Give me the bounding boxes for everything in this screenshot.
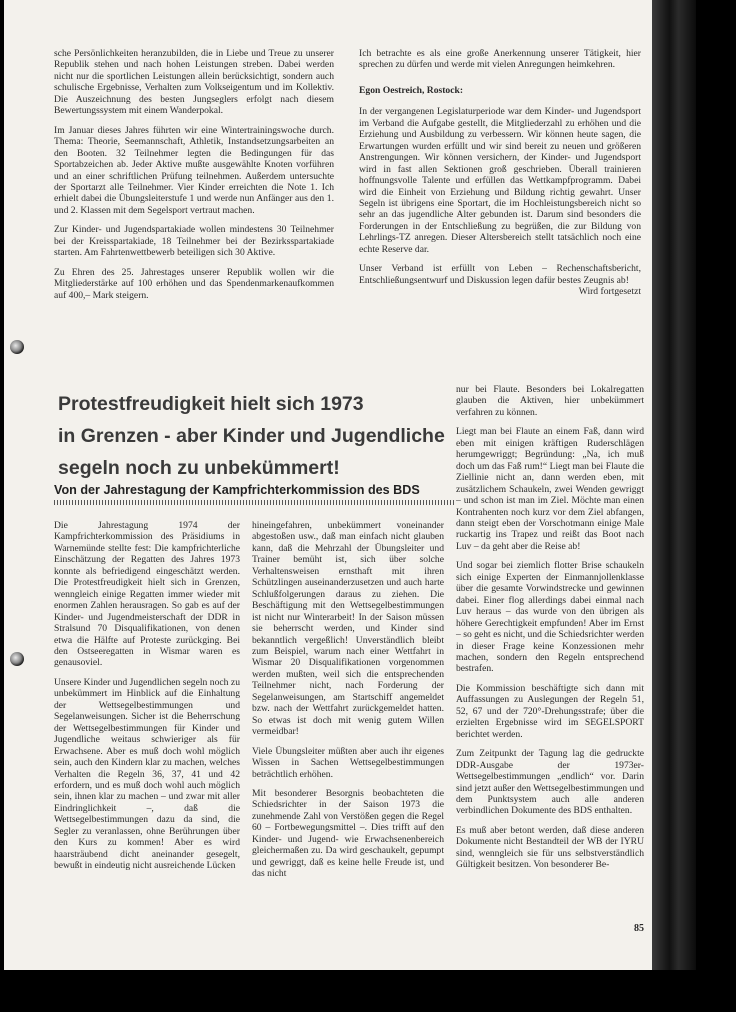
headline-line: segeln noch zu unbekümmert!	[58, 457, 340, 479]
binder-ring-icon	[10, 652, 24, 666]
paragraph: Zum Zeitpunkt der Tagung lag die gedruckte DDR-Ausgabe der 1973er-Wettsegelbestimmungen „endlich“ vor. Darin sind jetzt außer den Wettsegelbestimmungen und dem Punktsystem auch alle anderen verbindlichen Dokumente des BDS enthalten.	[456, 748, 644, 817]
paragraph: Zur Kinder- und Jugendspartakiade wollen mindestens 30 Teilnehmer bei der Kreisspartakiade, 18 Teilnehmer bei der Bezirksspartakiade starten. Am Fahrtenwettbewerb beteiligen sich 30 Aktive.	[54, 224, 334, 259]
paragraph: hineingefahren, unbekümmert voneinander abgestoßen usw., daß man einfach nicht glauben kann, daß die Mehrzahl der Übungsleiter und Trainer bemüht ist, sich über solche Verhaltensweisen ernsthaft mit ihren Schützlingen auseinanderzusetzen und auch harte Schlußfolgerungen daraus zu ziehen. Die Beschäftigung mit den Wettsegelbestimmungen ist nicht nur Winterarbeit! In der Saison müssen sie beherrscht werden, und Kinder sind bekanntlich vergeßlich! Unverständlich bleibt zum Beispiel, warum nach einer Wettfahrt in Wismar 20 Disqualifikationen vorgenommen werden mußten, weil sich die entsprechenden Teilnehmer nicht, nach Forderung der Segelanweisungen, am Startschiff angemeldet bzw. nach der Wettfahrt zurückgemeldet hatten. So etwas ist doch mit wenig gutem Willen vermeidbar!	[252, 520, 444, 738]
magazine-page	[4, 0, 696, 970]
paragraph: Die Kommission beschäftigte sich dann mit Auffassungen zu Auslegungen der Regeln 51, 52, 67 und der 720°-Drehungsstrafe; über die erzielten Ergebnisse wird im SEGELSPORT berichtet werden.	[456, 682, 644, 740]
paragraph: Es muß aber betont werden, daß diese anderen Dokumente nicht Bestandteil der WB der IYRU sind, wenngleich sie für uns selbstverständlich Gültigkeit besitzen. Von besonderer Be-	[456, 824, 644, 871]
continued-note: Wird fortgesetzt	[578, 286, 641, 298]
paragraph: nur bei Flaute. Besonders bei Lokalregatten glauben die Aktiven, hier unbekümmert verfahren zu können.	[456, 384, 644, 418]
top-left-column	[54, 48, 334, 309]
paragraph: Die Jahrestagung 1974 der Kampfrichterkommission des Präsidiums in Warnemünde stellte fest: Die kampfrichterliche Einschätzung der Regatten des Jahres 1973 konnte als befriedigend eingeschätzt werden. Die Protestfreudigkeit hielt sich in Grenzen, wenngleich einige Regatten immer wieder mit enormen Zahlen herausragen. So gab es auf der Kinder- und Jugendmeisterschaft der DDR in Stralsund 70 Disqualifikationen, von denen etwa die Hälfte auf Proteste zurückging. Bei den Ostseeregatten in Wismar waren es genausoviel.	[54, 520, 240, 669]
article-column-2	[252, 520, 444, 888]
headline-line: in Grenzen - aber Kinder und Jugendliche	[58, 425, 445, 447]
top-right-column	[359, 48, 641, 306]
paragraph: Unser Verband ist erfüllt von Leben – Rechenschaftsbericht, Entschließungsentwurf und Diskussion legen dafür bestes Zeugnis ab!	[359, 263, 641, 286]
paragraph: Unsere Kinder und Jugendlichen segeln noch zu unbekümmert im Hinblick auf die Einhaltung der Wettsegelbestimmungen und Segelanweisungen. Sicher ist die Beherrschung der Wettsegelbestimmungen für Kinder und Jugendliche weitaus schwieriger als für Erwachsene. Aber es muß doch wohl möglich sein, auch den Kindern klar zu machen, welches Verhalten die Regeln 36, 37, 41 und 42 erfordern, und es muß doch wohl auch möglich sein, ihnen klar zu machen – und zwar mit aller Eindringlichkeit –, daß die Wettsegelbestimmungen dazu da sind, die Segler zu veranlassen, ohne Berührungen über den Kurs zu kommen! Aber es wird haarsträubend dicht aneinander gesegelt, bewußt in eindeutig nicht ausreichende Lücken	[54, 676, 240, 872]
paragraph: sche Persönlichkeiten heranzubilden, die in Liebe und Treue zu unserer Republik stehen und nach hohen Leistungen streben. Dabei werden nicht nur die sportlichen Leistungen allein berücksichtigt, sondern auch schulische Ergebnisse, Verhalten zum Volkseigentum und im Kollektiv. Die Auszeichnung des besten Jungseglers erfolgt nach diesem Bewertungssystem mit einem Wanderpokal.	[54, 48, 334, 117]
paragraph: Und sogar bei ziemlich flotter Brise schaukeln sich einige Experten der Einmannjollenklasse über die gesamte Vorwindstrecke und gewinnen dabei. Einer flog allerdings dabei einmal nach Luv heraus – das wurde von den übrigen als höhere Gerechtigkeit empfunden! Aber im Ernst – so geht es nicht, und die Schiedsrichter werden in dieser Frage keine Konzessionen mehr machen, sondern den Regeln entsprechend bestrafen.	[456, 560, 644, 675]
paragraph: Im Januar dieses Jahres führten wir eine Wintertrainingswoche durch. Thema: Theorie, Seemannschaft, Athletik, Instandsetzungsarbeiten an den Booten. 32 Teilnehmer legten die Bedingungen für das Sportabzeichen ab. Jeder Aktive mußte ausgewählte Knoten vorführen und an einer schriftlichen Prüfung teilnehmen. Außerdem untersuchte der Sportarzt alle Teilnehmer. Vier Kinder erreichten die Note 1. Ich erhielt dabei die Übungsleiterstufe 1 und werde nun Anfänger aus den 1. und 2. Klassen mit dem Segelsport vertraut machen.	[54, 124, 334, 216]
background-border	[0, 970, 736, 1012]
page-number: 85	[634, 923, 644, 934]
paragraph: In der vergangenen Legislaturperiode war dem Kinder- und Jugendsport im Verband die Aufgabe gestellt, die Mitgliederzahl zu erhöhen und die Erziehung und Ausbildung zu verbessern. Wir können heute sagen, die Erwartungen wurden erfüllt und wir sind bereit zu neuen und größeren Anstrengungen. Wir können versichern, der Kinder- und Jugendsport wird in fast allen Sektionen groß geschrieben. Überall trainieren hoffnungsvolle Talente und erfüllen das Wettkampfprogramm. Dabei wird die Einheit von Erziehung und Bildung richtig gewahrt. Unser Segeln ist übrigens eine Sportart, die im Hochleistungsbereich nicht so sehr an das jugendliche Alter gebunden ist. Darum sind besonders die Forderungen in der Entschließung zu begrüßen, die zur Bildung von Lehrlings-TZ anregen. Dieser Altersbereich stellt tatsächlich noch eine echte Reserve dar.	[359, 106, 641, 255]
paragraph: Zu Ehren des 25. Jahrestages unserer Republik wollen wir die Mitgliederstärke auf 100 erhöhen und das Spendenmarkenaufkommen auf 400,– Mark steigern.	[54, 266, 334, 301]
speaker-name: Egon Oestreich, Rostock:	[359, 84, 464, 96]
book-spine-edge	[652, 0, 696, 970]
binder-ring-icon	[10, 340, 24, 354]
article-column-3	[456, 384, 644, 879]
paragraph: Viele Übungsleiter müßten aber auch ihr eigenes Wissen in Sachen Wettsegelbestimmungen beträchtlich erhöhen.	[252, 745, 444, 780]
paragraph: Ich betrachte es als eine große Anerkennung unserer Tätigkeit, hier sprechen zu dürfen und werde mit vielen Anregungen heimkehren.	[359, 48, 641, 71]
closing-paragraph	[359, 263, 641, 286]
paragraph: Liegt man bei Flaute an einem Faß, dann wird eben mit einigen kräftigen Ruderschlägen herumgewriggt; Begründung: „Na, ich muß doch um das Faß rum!“ Liegt man bei Flaute die Ziellinie nicht an, dann werden eben, mit zusätzlichem Schaukeln, zwei Wenden gewriggt – und schon ist man im Ziel. Möchte man einen Kontrahenten noch kurz vor dem Ziel abfangen, dann steigt eben der Vorschotmann einige Male ruckartig ins Trapez und reißt das Boot nach Luv – da geht aber die Reise ab!	[456, 426, 644, 552]
article-headline	[58, 388, 448, 484]
article-column-1	[54, 520, 240, 880]
decorative-rule	[54, 500, 454, 505]
paragraph: Mit besonderer Besorgnis beobachteten die Schiedsrichter in der Saison 1973 die zunehmende Zahl von Verstößen gegen die Regel 60 – Fortbewegungsmittel –. Dies trifft auf den Kinder- und Jugend- wie Erwachsenenbereich gleichermaßen zu. Da wird geschaukelt, gepumpt und gewriggt, daß es keine helle Freude ist, und das nicht	[252, 787, 444, 880]
article-subheadline: Von der Jahrestagung der Kampfrichterkommission des BDS	[54, 483, 420, 497]
headline-line: Protestfreudigkeit hielt sich 1973	[58, 393, 364, 415]
